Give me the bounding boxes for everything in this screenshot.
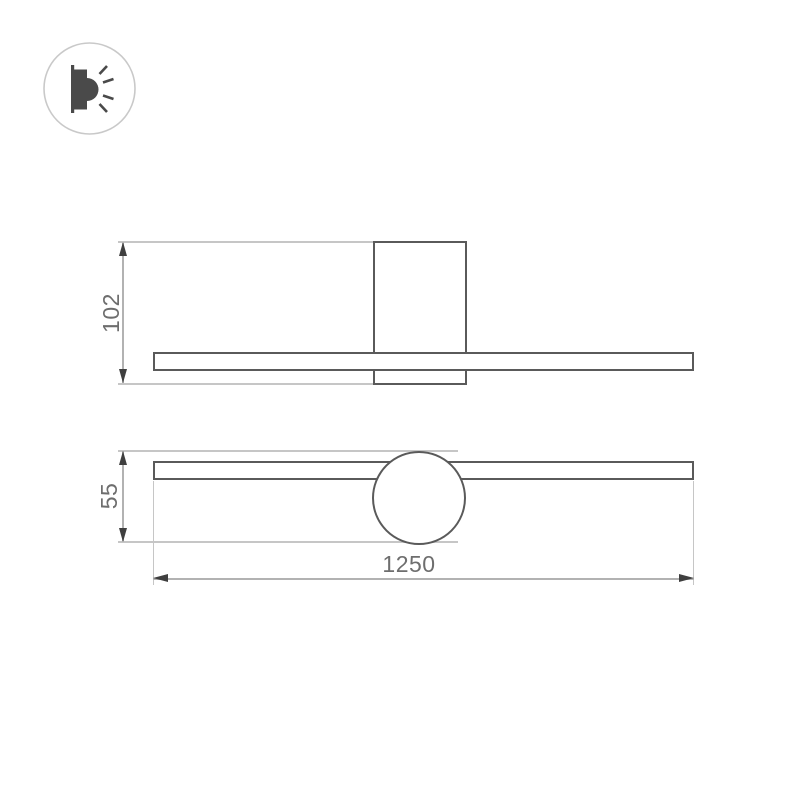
length-dimension-line [153,578,694,580]
extension-line [693,481,695,585]
arrowhead-up-icon [119,242,127,256]
arrowhead-down-icon [119,528,127,542]
depth-dimension-label: 102 [98,293,124,333]
arrowhead-right-icon [679,574,694,582]
arrowhead-left-icon [153,574,168,582]
front-view-center-disc [372,451,466,545]
arrowhead-down-icon [119,369,127,383]
side-view-light-bar [153,352,694,371]
height-dimension-label: 55 [96,482,122,510]
extension-line [153,481,155,585]
length-dimension-label: 1250 [382,551,436,577]
arrowhead-up-icon [119,451,127,465]
